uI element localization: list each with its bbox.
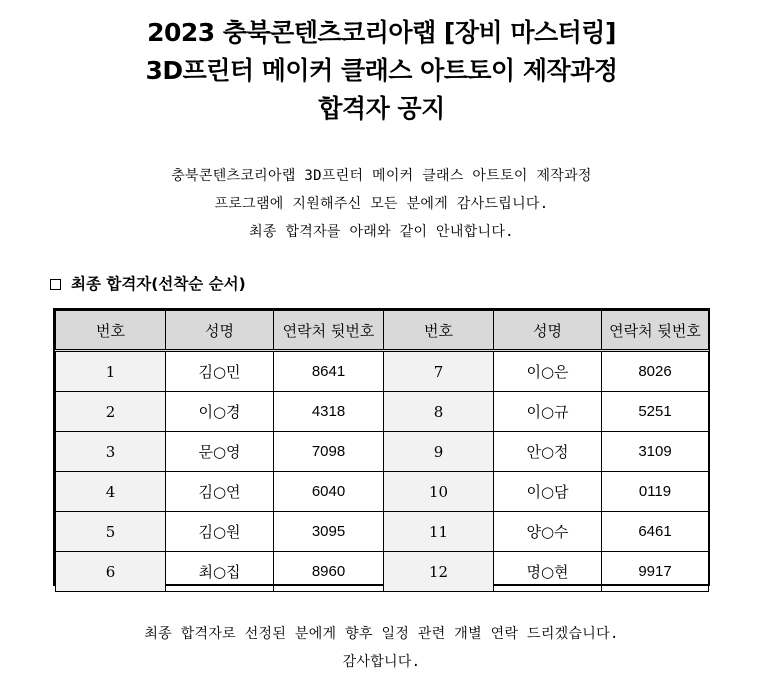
title-line-2: 3D프린터 메이커 클래스 아트토이 제작과정 — [145, 56, 618, 85]
cell-phone: 8641 — [274, 351, 384, 392]
cell-phone: 6040 — [274, 472, 384, 512]
header-number-right: 번호 — [384, 311, 494, 351]
cell-number: 5 — [56, 512, 166, 552]
cell-name: 김○민 — [166, 351, 274, 392]
closing-line-1: 최종 합격자로 선정된 분에게 향후 일정 관련 개별 연락 드리겠습니다. — [144, 626, 619, 642]
title-line-3: 합격자 공지 — [318, 94, 445, 123]
table-row — [56, 472, 709, 512]
cell-name: 김○원 — [166, 512, 274, 552]
cell-number: 6 — [56, 552, 166, 592]
results-table — [55, 310, 709, 592]
cell-name: 이○경 — [166, 392, 274, 432]
cell-phone: 6461 — [602, 512, 709, 552]
cell-phone: 0119 — [602, 472, 709, 512]
table-row — [56, 432, 709, 472]
header-phone-left: 연락처 뒷번호 — [274, 311, 384, 351]
notice-title — [0, 14, 763, 128]
cell-phone: 5251 — [602, 392, 709, 432]
cell-name: 이○은 — [494, 351, 602, 392]
title-line-1: 2023 충북콘텐츠코리아랩 [장비 마스터링] — [147, 18, 616, 47]
table-row — [56, 512, 709, 552]
header-number-left: 번호 — [56, 311, 166, 351]
cell-name: 이○담 — [494, 472, 602, 512]
table-row — [56, 552, 709, 592]
table-row — [56, 351, 709, 392]
header-name-right: 성명 — [494, 311, 602, 351]
header-name-left: 성명 — [166, 311, 274, 351]
cell-phone: 8960 — [274, 552, 384, 592]
checkbox-icon — [50, 279, 61, 290]
results-table-container — [53, 308, 710, 586]
cell-name: 명○현 — [494, 552, 602, 592]
cell-number: 1 — [56, 351, 166, 392]
closing-line-2: 감사합니다. — [342, 654, 421, 670]
table-header-row — [56, 311, 709, 351]
cell-phone: 7098 — [274, 432, 384, 472]
cell-name: 안○정 — [494, 432, 602, 472]
cell-phone: 3109 — [602, 432, 709, 472]
header-phone-right: 연락처 뒷번호 — [602, 311, 709, 351]
cell-number: 4 — [56, 472, 166, 512]
cell-name: 이○규 — [494, 392, 602, 432]
cell-phone: 3095 — [274, 512, 384, 552]
cell-number: 12 — [384, 552, 494, 592]
cell-phone: 8026 — [602, 351, 709, 392]
cell-number: 8 — [384, 392, 494, 432]
section-heading-label: 최종 합격자(선착순 순서) — [71, 275, 246, 293]
cell-phone: 4318 — [274, 392, 384, 432]
cell-name: 문○영 — [166, 432, 274, 472]
cell-number: 2 — [56, 392, 166, 432]
intro-line-1: 충북콘텐츠코리아랩 3D프린터 메이커 클래스 아트토이 제작과정 — [171, 168, 592, 184]
cell-name: 김○연 — [166, 472, 274, 512]
intro-line-3: 최종 합격자를 아래와 같이 안내합니다. — [249, 224, 514, 240]
intro-line-2: 프로그램에 지원해주신 모든 분에게 감사드립니다. — [214, 196, 549, 212]
cell-name: 최○집 — [166, 552, 274, 592]
cell-number: 10 — [384, 472, 494, 512]
section-heading — [50, 273, 246, 295]
intro-text — [0, 162, 763, 246]
closing-text — [0, 620, 763, 676]
cell-number: 11 — [384, 512, 494, 552]
cell-number: 9 — [384, 432, 494, 472]
cell-number: 7 — [384, 351, 494, 392]
cell-name: 양○수 — [494, 512, 602, 552]
cell-phone: 9917 — [602, 552, 709, 592]
cell-number: 3 — [56, 432, 166, 472]
table-row — [56, 392, 709, 432]
